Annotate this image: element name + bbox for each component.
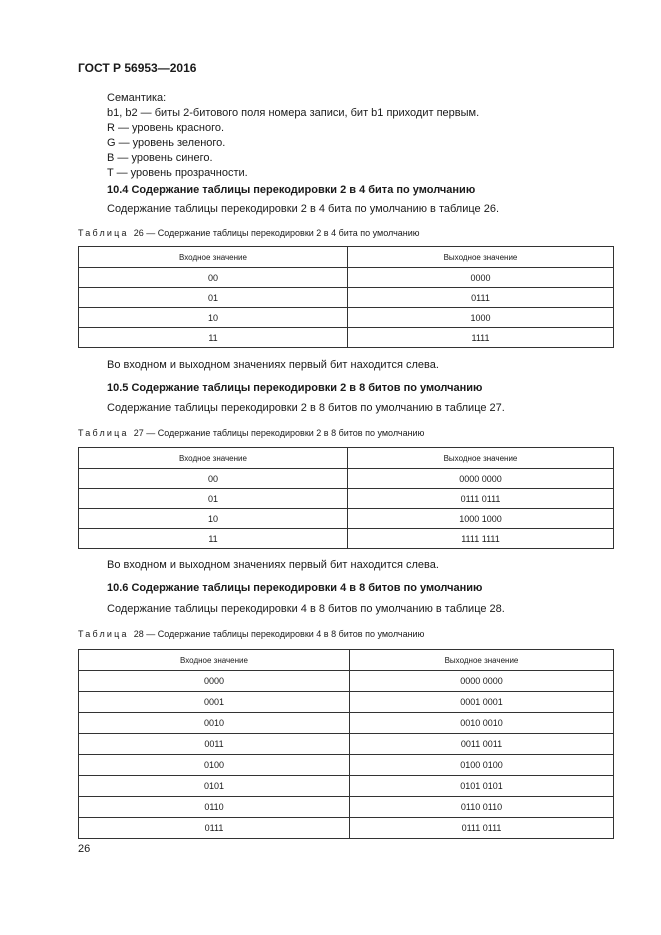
input-cell: 0111: [79, 818, 350, 839]
table-caption-text: 26 — Содержание таблицы перекодировки 2 в 4 бита по умолчанию: [133, 228, 420, 238]
output-cell: 0111 0111: [348, 489, 614, 509]
input-cell: 10: [79, 509, 348, 529]
output-cell: 1111 1111: [348, 529, 614, 549]
section-heading: 10.6 Содержание таблицы перекодировки 4 в 8 битов по умолчанию: [107, 582, 483, 594]
semantics-line: b1, b2 — биты 2-битового поля номера записи, бит b1 приходит первым.: [107, 107, 480, 119]
table-row: [79, 509, 614, 529]
table-row: [79, 671, 614, 692]
table-row: [79, 692, 614, 713]
semantics-title: Семантика:: [107, 92, 167, 104]
document-header: ГОСТ Р 56953—2016: [78, 61, 197, 75]
input-cell: 0100: [79, 755, 350, 776]
table-row: [79, 755, 614, 776]
column-header-output: Выходное значение: [348, 448, 614, 469]
input-cell: 11: [79, 529, 348, 549]
table-row: [79, 776, 614, 797]
section-intro: Содержание таблицы перекодировки 2 в 8 битов по умолчанию в таблице 27.: [107, 402, 505, 414]
output-cell: 0111: [348, 288, 614, 308]
table-caption: [78, 428, 424, 438]
table-row: [79, 489, 614, 509]
table-row: [79, 818, 614, 839]
table-row: [79, 797, 614, 818]
column-header-input: Входное значение: [79, 247, 348, 268]
column-header-input: Входное значение: [79, 650, 350, 671]
semantics-line: G — уровень зеленого.: [107, 137, 226, 149]
table-caption-label: Таблица: [78, 228, 129, 238]
recoding-table-28: [78, 649, 614, 839]
input-cell: 01: [79, 288, 348, 308]
output-cell: 0011 0011: [350, 734, 614, 755]
input-cell: 10: [79, 308, 348, 328]
semantics-line: T — уровень прозрачности.: [107, 167, 248, 179]
table-row: [79, 713, 614, 734]
table-row: [79, 469, 614, 489]
input-cell: 11: [79, 328, 348, 348]
recoding-table-27: [78, 447, 614, 549]
table-header-row: [79, 448, 614, 469]
table-header-row: [79, 247, 614, 268]
output-cell: 0000: [348, 268, 614, 288]
input-cell: 0010: [79, 713, 350, 734]
output-cell: 0000 0000: [350, 671, 614, 692]
output-cell: 0100 0100: [350, 755, 614, 776]
input-cell: 0000: [79, 671, 350, 692]
section-intro: Содержание таблицы перекодировки 4 в 8 битов по умолчанию в таблице 28.: [107, 603, 505, 615]
table-caption-label: Таблица: [78, 428, 129, 438]
table-note: Во входном и выходном значениях первый бит находится слева.: [107, 559, 439, 571]
input-cell: 0110: [79, 797, 350, 818]
input-cell: 01: [79, 489, 348, 509]
table-note: Во входном и выходном значениях первый бит находится слева.: [107, 359, 439, 371]
output-cell: 1000: [348, 308, 614, 328]
output-cell: 1000 1000: [348, 509, 614, 529]
semantics-line: R — уровень красного.: [107, 122, 225, 134]
column-header-output: Выходное значение: [350, 650, 614, 671]
semantics-line: B — уровень синего.: [107, 152, 213, 164]
table-row: [79, 268, 614, 288]
output-cell: 0111 0111: [350, 818, 614, 839]
table-row: [79, 734, 614, 755]
output-cell: 1111: [348, 328, 614, 348]
column-header-input: Входное значение: [79, 448, 348, 469]
table-caption-label: Таблица: [78, 629, 129, 639]
table-caption-text: 27 — Содержание таблицы перекодировки 2 в 8 битов по умолчанию: [133, 428, 425, 438]
section-intro: Содержание таблицы перекодировки 2 в 4 бита по умолчанию в таблице 26.: [107, 203, 500, 215]
output-cell: 0010 0010: [350, 713, 614, 734]
input-cell: 00: [79, 469, 348, 489]
table-caption-text: 28 — Содержание таблицы перекодировки 4 в 8 битов по умолчанию: [133, 629, 425, 639]
section-heading: 10.4 Содержание таблицы перекодировки 2 в 4 бита по умолчанию: [107, 184, 476, 196]
page-number: 26: [78, 843, 91, 855]
table-row: [79, 288, 614, 308]
recoding-table-26: [78, 246, 614, 348]
input-cell: 00: [79, 268, 348, 288]
input-cell: 0001: [79, 692, 350, 713]
output-cell: 0001 0001: [350, 692, 614, 713]
table-row: [79, 308, 614, 328]
table-row: [79, 328, 614, 348]
section-heading: 10.5 Содержание таблицы перекодировки 2 в 8 битов по умолчанию: [107, 382, 483, 394]
input-cell: 0011: [79, 734, 350, 755]
output-cell: 0101 0101: [350, 776, 614, 797]
table-row: [79, 529, 614, 549]
table-caption: [78, 228, 420, 238]
table-header-row: [79, 650, 614, 671]
input-cell: 0101: [79, 776, 350, 797]
output-cell: 0110 0110: [350, 797, 614, 818]
output-cell: 0000 0000: [348, 469, 614, 489]
column-header-output: Выходное значение: [348, 247, 614, 268]
table-caption: [78, 629, 424, 639]
